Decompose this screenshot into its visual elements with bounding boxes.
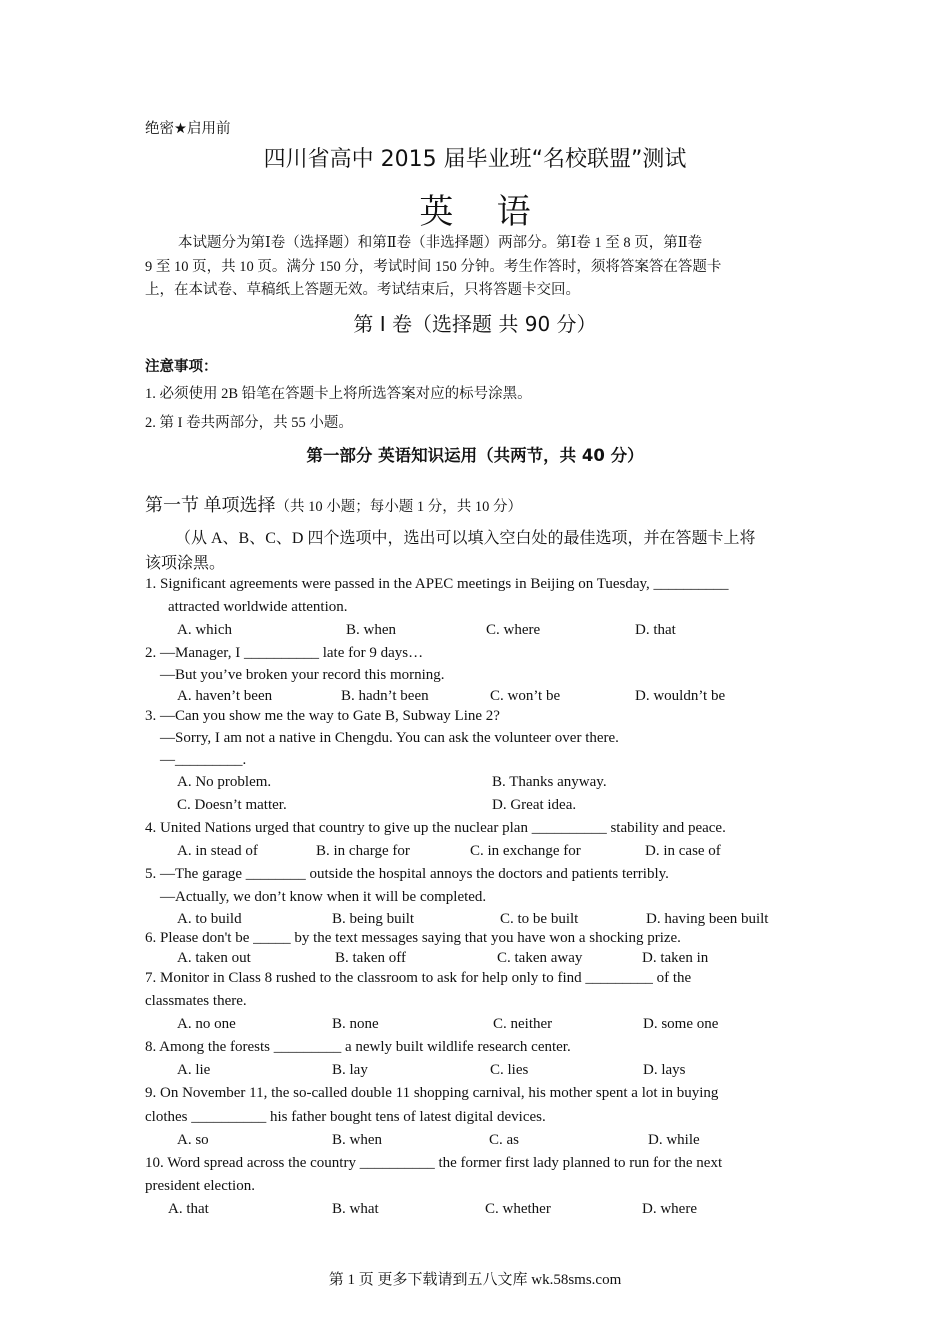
instruction-line-1: （从 A、B、C、D 四个选项中，选出可以填入空白处的最佳选项，并在答题卡上将 xyxy=(175,530,756,547)
question-3-stem: 3. —Can you show me the way to Gate B, Subway Line 2? xyxy=(145,708,500,724)
question-2-option-d: D. wouldn’t be xyxy=(635,688,726,704)
question-3-stem-cont-1: —Sorry, I am not a native in Chengdu. You can ask the volunteer over there. xyxy=(160,730,619,746)
question-7-option-c: C. neither xyxy=(493,1016,553,1032)
question-10-option-b: B. what xyxy=(332,1201,379,1217)
question-9-stem: 9. On November 11, the so-called double 11 shopping carnival, his mother spent a lot in buying xyxy=(145,1085,719,1101)
volume-title: 第 Ⅰ 卷（选择题 共 90 分） xyxy=(353,312,597,336)
question-9-option-b: B. when xyxy=(332,1132,382,1148)
question-8-stem: 8. Among the forests _________ a newly built wildlife research center. xyxy=(145,1039,571,1055)
question-6-option-c: C. taken away xyxy=(497,950,583,966)
question-1-option-d: D. that xyxy=(635,622,676,638)
question-2-stem-cont: —But you’ve broken your record this morning. xyxy=(160,667,445,683)
question-5-option-d: D. having been built xyxy=(646,911,769,927)
question-1-option-b: B. when xyxy=(346,622,396,638)
intro-line-2: 9 至 10 页，共 10 页。满分 150 分，考试时间 150 分钟。考生作答时，须将答案答在答题卡 xyxy=(145,259,722,275)
question-4-stem: 4. United Nations urged that country to give up the nuclear plan __________ stability and peace. xyxy=(145,820,726,836)
question-2-option-b: B. hadn’t been xyxy=(341,688,429,704)
question-1-option-c: C. where xyxy=(486,622,541,638)
question-7-stem-cont: classmates there. xyxy=(145,993,247,1009)
question-10-option-a: A. that xyxy=(168,1201,209,1217)
question-6-option-b: B. taken off xyxy=(335,950,406,966)
question-9-option-c: C. as xyxy=(489,1132,519,1148)
question-6-stem: 6. Please don't be _____ by the text messages saying that you have won a shocking prize. xyxy=(145,930,681,946)
question-1-stem: 1. Significant agreements were passed in the APEC meetings in Beijing on Tuesday, __________ xyxy=(145,576,729,592)
question-4-option-a: A. in stead of xyxy=(177,843,258,859)
subject-title: 英 语 xyxy=(419,192,531,232)
question-6-option-d: D. taken in xyxy=(642,950,709,966)
question-5-stem-cont: —Actually, we don’t know when it will be completed. xyxy=(160,889,487,905)
intro-line-1: 本试题分为第Ⅰ卷（选择题）和第Ⅱ卷（非选择题）两部分。第Ⅰ卷 1 至 8 页，第Ⅱ卷 xyxy=(178,235,703,251)
question-8-option-a: A. lie xyxy=(177,1062,211,1078)
secret-label: 绝密★启用前 xyxy=(145,121,231,137)
question-9-option-d: D. while xyxy=(648,1132,700,1148)
notes-heading: 注意事项： xyxy=(145,359,218,375)
question-7-option-d: D. some one xyxy=(643,1016,719,1032)
question-1-stem-cont: attracted worldwide attention. xyxy=(168,599,348,615)
section-heading xyxy=(145,491,522,517)
question-2-option-a: A. haven’t been xyxy=(177,688,273,704)
question-3-option-b: B. Thanks anyway. xyxy=(492,774,607,790)
question-9-stem-cont: clothes __________ his father bought tens of latest digital devices. xyxy=(145,1109,546,1125)
question-10-option-c: C. whether xyxy=(485,1201,551,1217)
instruction-line-2: 该项涂黑。 xyxy=(145,555,226,572)
question-6-option-a: A. taken out xyxy=(177,950,251,966)
question-4-option-b: B. in charge for xyxy=(316,843,410,859)
question-2-option-c: C. won’t be xyxy=(490,688,561,704)
section-heading-main: 第一节 单项选择 xyxy=(145,495,276,515)
question-10-option-d: D. where xyxy=(642,1201,697,1217)
intro-line-3: 上，在本试卷、草稿纸上答题无效。考试结束后，只将答题卡交回。 xyxy=(145,282,580,298)
question-2-stem: 2. —Manager, I __________ late for 9 days… xyxy=(145,645,424,661)
question-10-stem: 10. Word spread across the country __________ the former first lady planned to run for the next xyxy=(145,1155,723,1171)
question-4-option-d: D. in case of xyxy=(645,843,721,859)
question-5-option-c: C. to be built xyxy=(500,911,579,927)
question-3-option-a: A. No problem. xyxy=(177,774,272,790)
question-3-stem-cont-2: —_________. xyxy=(160,752,247,768)
section-heading-note: （共 10 小题；每小题 1 分，共 10 分） xyxy=(275,499,522,515)
question-4-option-c: C. in exchange for xyxy=(470,843,581,859)
question-5-option-a: A. to build xyxy=(177,911,242,927)
question-3-option-d: D. Great idea. xyxy=(492,797,577,813)
question-3-option-c: C. Doesn’t matter. xyxy=(177,797,287,813)
note-item-2: 2. 第 I 卷共两部分，共 55 小题。 xyxy=(145,415,353,431)
question-8-option-d: D. lays xyxy=(643,1062,686,1078)
question-5-option-b: B. being built xyxy=(332,911,415,927)
question-8-option-b: B. lay xyxy=(332,1062,368,1078)
note-item-1: 1. 必须使用 2B 铅笔在答题卡上将所选答案对应的标号涂黑。 xyxy=(145,386,532,402)
question-7-option-a: A. no one xyxy=(177,1016,236,1032)
question-1-option-a: A. which xyxy=(177,622,232,638)
question-7-option-b: B. none xyxy=(332,1016,379,1032)
question-8-option-c: C. lies xyxy=(490,1062,529,1078)
part-title: 第一部分 英语知识运用（共两节，共 40 分） xyxy=(306,446,644,465)
exam-title: 四川省高中 2015 届毕业班“名校联盟”测试 xyxy=(263,147,687,172)
question-9-option-a: A. so xyxy=(177,1132,209,1148)
page-footer: 第 1 页 更多下载请到五八文库 wk.58sms.com xyxy=(328,1272,622,1288)
question-5-stem: 5. —The garage ________ outside the hospital annoys the doctors and patients terribly. xyxy=(145,866,669,882)
question-7-stem: 7. Monitor in Class 8 rushed to the classroom to ask for help only to find _________ of the xyxy=(145,970,692,986)
question-10-stem-cont: president election. xyxy=(145,1178,255,1194)
